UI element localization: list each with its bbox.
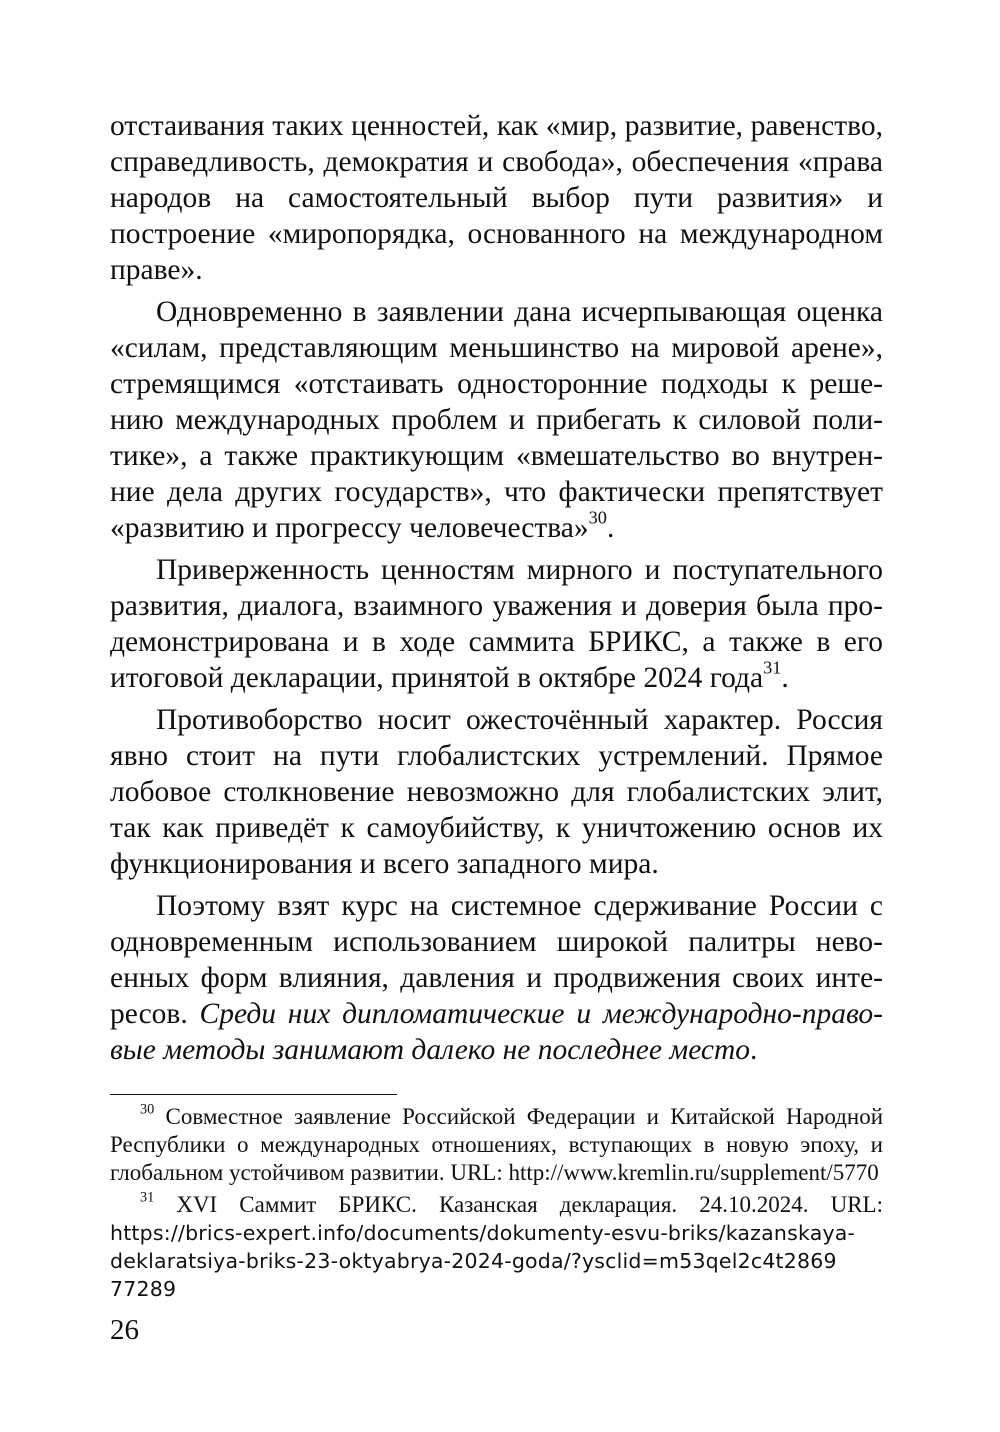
footnote-31-number: 31: [140, 1189, 155, 1206]
paragraph-2: [110, 294, 883, 546]
footnote-30-text: Совместное заявление Российской Федерации и Китайской Народной Республики о международных отношениях, вступающих в новую эпоху, и глобальном устойчивом развитии. URL: http://www.kremlin.ru/supplement/5770: [110, 1104, 883, 1185]
footnote-ref-30[interactable]: 30: [588, 507, 607, 528]
paragraph-4-text: Противоборство носит ожесточённый характер. Россия явно стоит на пути глобалистских устремлений. Прямое лобовое столкновение невозможно для глобалистских элит, так как приведёт к самоубийству, к уничтожению основ их функционирования и всего западного мира.: [110, 704, 883, 880]
paragraph-3: [110, 552, 883, 696]
paragraph-4: [110, 702, 883, 882]
paragraph-2-end: .: [606, 512, 615, 544]
footnote-31-url[interactable]: https://brics-expert.info/documents/dokumenty-esvu-briks/kazanskaya-deklaratsiya-briks-23-oktyabrya-2024-goda/?ysclid=m53qel2c4t2869 77289: [110, 1221, 856, 1301]
paragraph-5: [110, 888, 883, 1068]
paragraph-5-text: Поэтому взят курс на системное сдерживание России с одновременным использованием широкой палитры невоенных форм влияния, давления и продвижения своих интересов.: [110, 890, 883, 1030]
paragraph-5-end: .: [750, 1034, 758, 1066]
paragraph-5-italic: Среди них дипломатические и международно-правовые методы занимают далеко не последнее место: [110, 998, 883, 1066]
page-body: [110, 108, 883, 1303]
footnote-divider: [110, 1094, 397, 1095]
paragraph-3-text: Приверженность ценностям мирного и поступательного развития, диалога, взаимного уважения и доверия была продемонстрирована и в ходе саммита БРИКС, а также в его итоговой декларации, принятой в октябре 2024 года: [110, 554, 883, 694]
paragraph-3-end: .: [781, 662, 789, 694]
footnote-30-number: 30: [140, 1101, 155, 1118]
paragraph-1: [110, 108, 883, 288]
footnote-31-text: XVI Саммит БРИКС. Казанская декларация. 24.10.2024. URL:: [154, 1192, 883, 1217]
paragraph-2-text: Одновременно в заявлении дана исчерпывающая оценка «силам, представляющим меньшинство на мировой арене», стремящимся «отстаивать односторонние подходы к решению международных проблем и прибегать к силовой политике», а также практикующим «вмешательство во внутренние дела других государств», что фактически препятствует «развитию и прогрессу человечества»: [110, 296, 883, 544]
footnote-30: [110, 1103, 883, 1187]
paragraph-1-text: отстаивания таких ценностей, как «мир, развитие, равенство, справедливость, демократия и свобода», обеспечения «права народов на самостоятельный выбор пути развития» и построение «миропорядка, основанного на международном праве».: [110, 110, 883, 286]
footnote-ref-31[interactable]: 31: [763, 657, 782, 678]
page-number: 26: [110, 1314, 139, 1346]
footnote-31: [110, 1191, 883, 1303]
